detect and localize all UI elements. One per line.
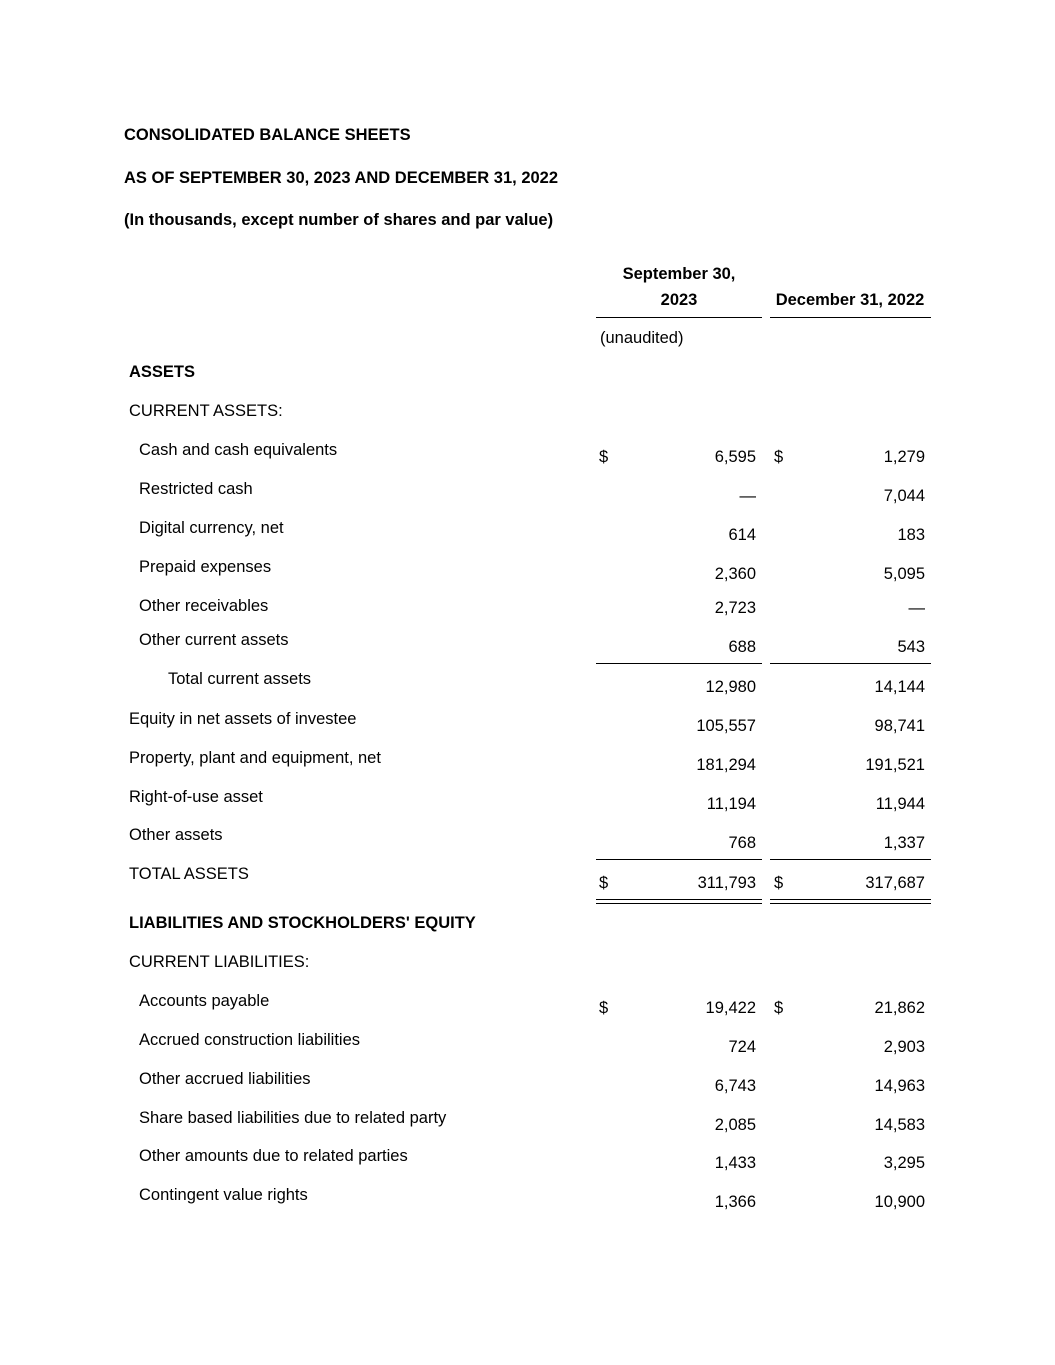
- column-header-sep-2023-line1: September 30,: [622, 265, 736, 283]
- row-label: Other accrued liabilities: [139, 1070, 311, 1088]
- total-line-2: [770, 859, 931, 860]
- document-note: (In thousands, except number of shares and par value): [124, 211, 554, 229]
- value-sep-2023: 1,366: [714, 1193, 756, 1211]
- row-label: Right-of-use asset: [129, 788, 263, 806]
- row-label: Cash and cash equivalents: [139, 441, 338, 459]
- value-sep-2023: 688: [728, 638, 756, 656]
- value-dec-2022: 14,144: [874, 678, 925, 696]
- row-label: Other receivables: [139, 597, 269, 615]
- value-dec-2022: 7,044: [883, 487, 925, 505]
- column-header-sep-2023-line2: 2023: [660, 291, 698, 309]
- value-dec-2022: 183: [897, 526, 925, 544]
- value-sep-2023: 105,557: [696, 717, 756, 735]
- value-dec-2022: 5,095: [883, 565, 925, 583]
- value-sep-2023: 614: [728, 526, 756, 544]
- unaudited-label: (unaudited): [600, 329, 684, 347]
- column-header-underline-2: [770, 317, 931, 318]
- value-dec-2022: 21,862: [874, 999, 925, 1017]
- currency-symbol: $: [599, 448, 609, 466]
- row-label: Accounts payable: [139, 992, 270, 1010]
- value-sep-2023: 12,980: [705, 678, 756, 696]
- value-sep-2023: 1,433: [714, 1154, 756, 1172]
- value-dec-2022: —: [908, 599, 925, 617]
- row-label: Property, plant and equipment, net: [129, 749, 381, 767]
- row-label: Restricted cash: [139, 480, 253, 498]
- currency-symbol: $: [774, 874, 784, 892]
- row-label: TOTAL ASSETS: [129, 865, 249, 883]
- row-label: Contingent value rights: [139, 1186, 308, 1204]
- row-label: Other current assets: [139, 631, 289, 649]
- row-label: CURRENT LIABILITIES:: [129, 953, 310, 971]
- value-sep-2023: 19,422: [705, 999, 756, 1017]
- value-sep-2023: 724: [728, 1038, 756, 1056]
- row-label: Equity in net assets of investee: [129, 710, 357, 728]
- value-sep-2023: 768: [728, 834, 756, 852]
- value-dec-2022: 543: [897, 638, 925, 656]
- value-dec-2022: 3,295: [883, 1154, 925, 1172]
- value-dec-2022: 191,521: [865, 756, 925, 774]
- value-dec-2022: 98,741: [874, 717, 925, 735]
- value-dec-2022: 1,279: [883, 448, 925, 466]
- row-label: Prepaid expenses: [139, 558, 272, 576]
- value-dec-2022: 1,337: [883, 834, 925, 852]
- value-sep-2023: 6,595: [714, 448, 756, 466]
- value-dec-2022: 14,583: [874, 1116, 925, 1134]
- value-dec-2022: 2,903: [883, 1038, 925, 1056]
- row-label: Other amounts due to related parties: [139, 1147, 408, 1165]
- subtotal-line-1: [596, 663, 762, 664]
- row-label: Accrued construction liabilities: [139, 1031, 361, 1049]
- document-title: CONSOLIDATED BALANCE SHEETS: [124, 126, 411, 144]
- value-dec-2022: 11,944: [875, 795, 925, 813]
- row-label: Share based liabilities due to related party: [139, 1109, 447, 1127]
- document-subtitle: AS OF SEPTEMBER 30, 2023 AND DECEMBER 31, 2022: [124, 169, 559, 187]
- total-line-1: [596, 859, 762, 860]
- value-dec-2022: 317,687: [865, 874, 925, 892]
- column-header-dec-2022: December 31, 2022: [775, 291, 925, 309]
- currency-symbol: $: [774, 448, 784, 466]
- row-label: Total current assets: [168, 670, 312, 688]
- value-sep-2023: 2,085: [714, 1116, 756, 1134]
- currency-symbol: $: [774, 999, 784, 1017]
- value-sep-2023: —: [739, 487, 756, 505]
- total-double-underline-2: [770, 899, 931, 904]
- value-sep-2023: 181,294: [696, 756, 756, 774]
- row-label: Other assets: [129, 826, 223, 844]
- value-sep-2023: 2,360: [714, 565, 756, 583]
- value-dec-2022: 10,900: [874, 1193, 925, 1211]
- column-header-underline-1: [596, 317, 762, 318]
- value-sep-2023: 311,793: [697, 874, 756, 892]
- row-label: ASSETS: [129, 363, 196, 381]
- value-sep-2023: 11,194: [706, 795, 756, 813]
- row-label: CURRENT ASSETS:: [129, 402, 283, 420]
- value-sep-2023: 2,723: [714, 599, 756, 617]
- value-dec-2022: 14,963: [874, 1077, 925, 1095]
- row-label: LIABILITIES AND STOCKHOLDERS' EQUITY: [129, 914, 476, 932]
- currency-symbol: $: [599, 874, 609, 892]
- row-label: Digital currency, net: [139, 519, 284, 537]
- subtotal-line-2: [770, 663, 931, 664]
- currency-symbol: $: [599, 999, 609, 1017]
- total-double-underline-1: [596, 899, 762, 904]
- value-sep-2023: 6,743: [714, 1077, 756, 1095]
